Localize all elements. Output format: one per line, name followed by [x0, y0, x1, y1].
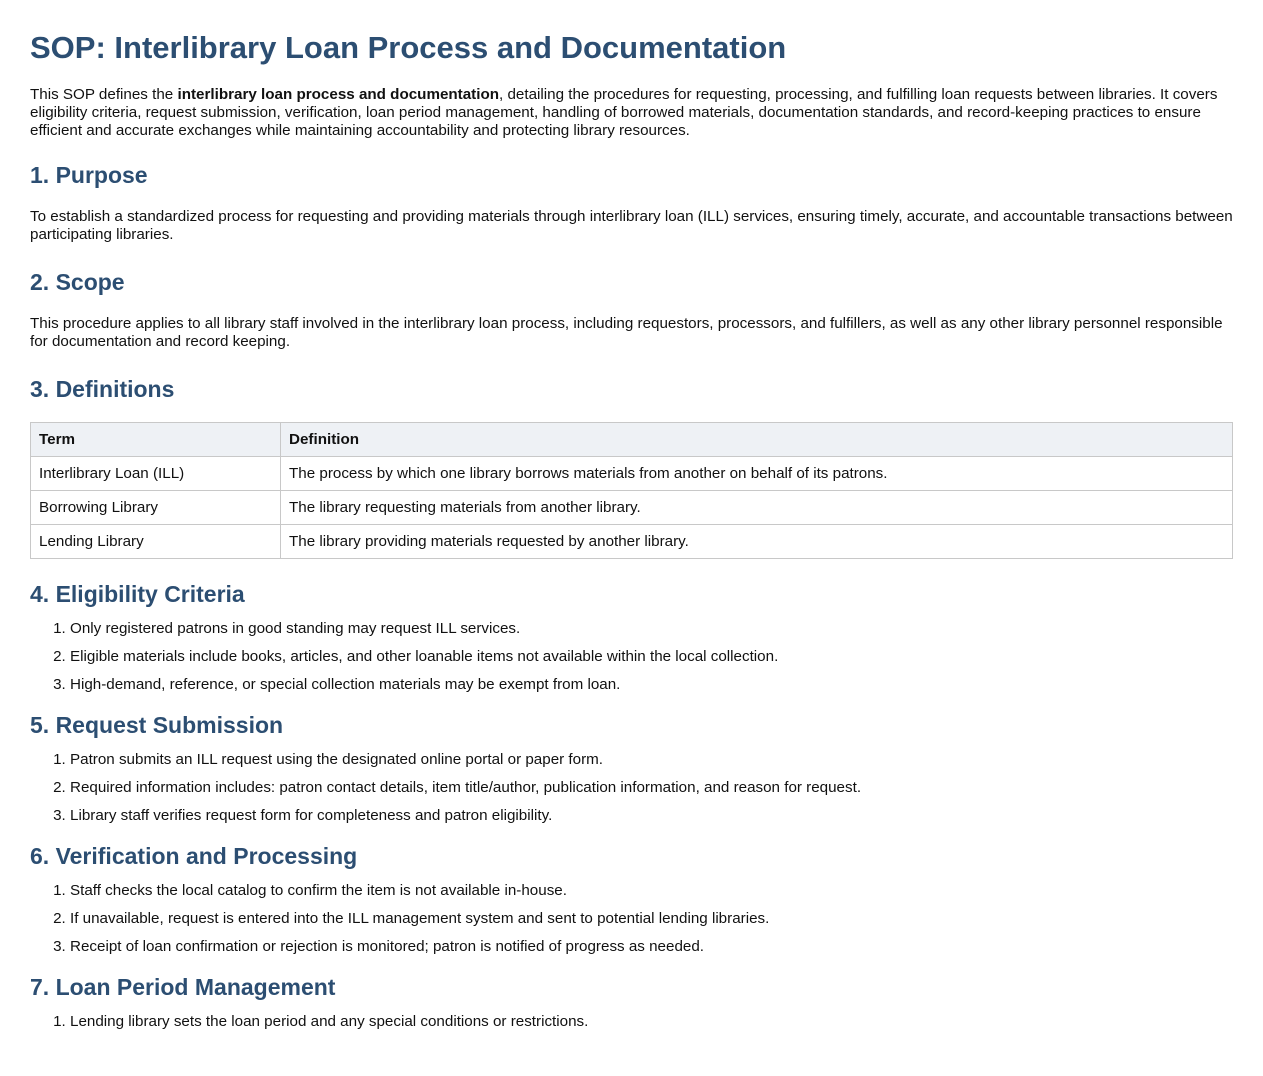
scope-text: This procedure applies to all library staff involved in the interlibrary loan process, including requestors, processors, and fulfillers, as well as any other library personnel responsible for documentation and record keeping. — [30, 315, 1223, 350]
loan-period-list — [30, 1013, 1233, 1031]
definitions-table — [30, 422, 1233, 559]
table-header-row — [31, 423, 1233, 457]
column-header-definition: Definition — [281, 423, 1233, 457]
list-item: 2. Eligible materials include books, articles, and other loanable items not available within the local collection. — [70, 648, 1233, 666]
term-cell: Borrowing Library — [31, 491, 281, 525]
request-heading: 5. Request Submission — [30, 712, 284, 738]
table-row — [31, 457, 1233, 491]
definition-cell: The process by which one library borrows materials from another on behalf of its patrons. — [281, 457, 1233, 491]
intro-before: This SOP defines the — [30, 86, 178, 103]
request-list — [30, 751, 1233, 825]
loan-period-heading: 7. Loan Period Management — [30, 974, 336, 1000]
list-item: 3. Library staff verifies request form for completeness and patron eligibility. — [70, 807, 1233, 825]
list-item: 1. Staff checks the local catalog to confirm the item is not available in-house. — [70, 882, 1233, 900]
intro-bold: interlibrary loan process and documentation — [177, 86, 500, 103]
definition-cell: The library requesting materials from another library. — [281, 491, 1233, 525]
column-header-term: Term — [31, 423, 281, 457]
eligibility-heading: 4. Eligibility Criteria — [30, 581, 245, 607]
intro-paragraph — [30, 86, 1233, 140]
term-cell: Lending Library — [31, 525, 281, 559]
verification-list — [30, 882, 1233, 956]
eligibility-list — [30, 620, 1233, 694]
list-item: 2. If unavailable, request is entered into the ILL management system and sent to potential lending libraries. — [70, 910, 1233, 928]
list-item: 1. Patron submits an ILL request using the designated online portal or paper form. — [70, 751, 1233, 769]
list-item: 1. Only registered patrons in good standing may request ILL services. — [70, 620, 1233, 638]
definitions-heading: 3. Definitions — [30, 376, 175, 402]
list-item: 2. Required information includes: patron contact details, item title/author, publication information, and reason for request. — [70, 779, 1233, 797]
purpose-heading: 1. Purpose — [30, 162, 148, 188]
purpose-text: To establish a standardized process for requesting and providing materials through interlibrary loan (ILL) services, ensuring timely, accurate, and accountable transactions between participating libraries. — [30, 208, 1233, 243]
verification-heading: 6. Verification and Processing — [30, 843, 358, 869]
term-cell: Interlibrary Loan (ILL) — [31, 457, 281, 491]
list-item: 1. Lending library sets the loan period and any special conditions or restrictions. — [70, 1013, 1233, 1031]
table-row — [31, 491, 1233, 525]
list-item: 3. Receipt of loan confirmation or rejection is monitored; patron is notified of progress as needed. — [70, 938, 1233, 956]
list-item: 3. High-demand, reference, or special collection materials may be exempt from loan. — [70, 676, 1233, 694]
intro-after: , detailing the procedures for requesting, processing, and fulfilling loan requests between libraries. It covers eligibility criteria, request submission, verification, loan period management, handling of borrowed materials, documentation standards, and record-keeping practices to ensure efficient and accurate exchanges while maintaining accountability and protecting library resources. — [30, 86, 1218, 139]
definition-cell: The library providing materials requested by another library. — [281, 525, 1233, 559]
scope-heading: 2. Scope — [30, 269, 125, 295]
table-row — [31, 525, 1233, 559]
page-title: SOP: Interlibrary Loan Process and Documentation — [30, 30, 787, 65]
